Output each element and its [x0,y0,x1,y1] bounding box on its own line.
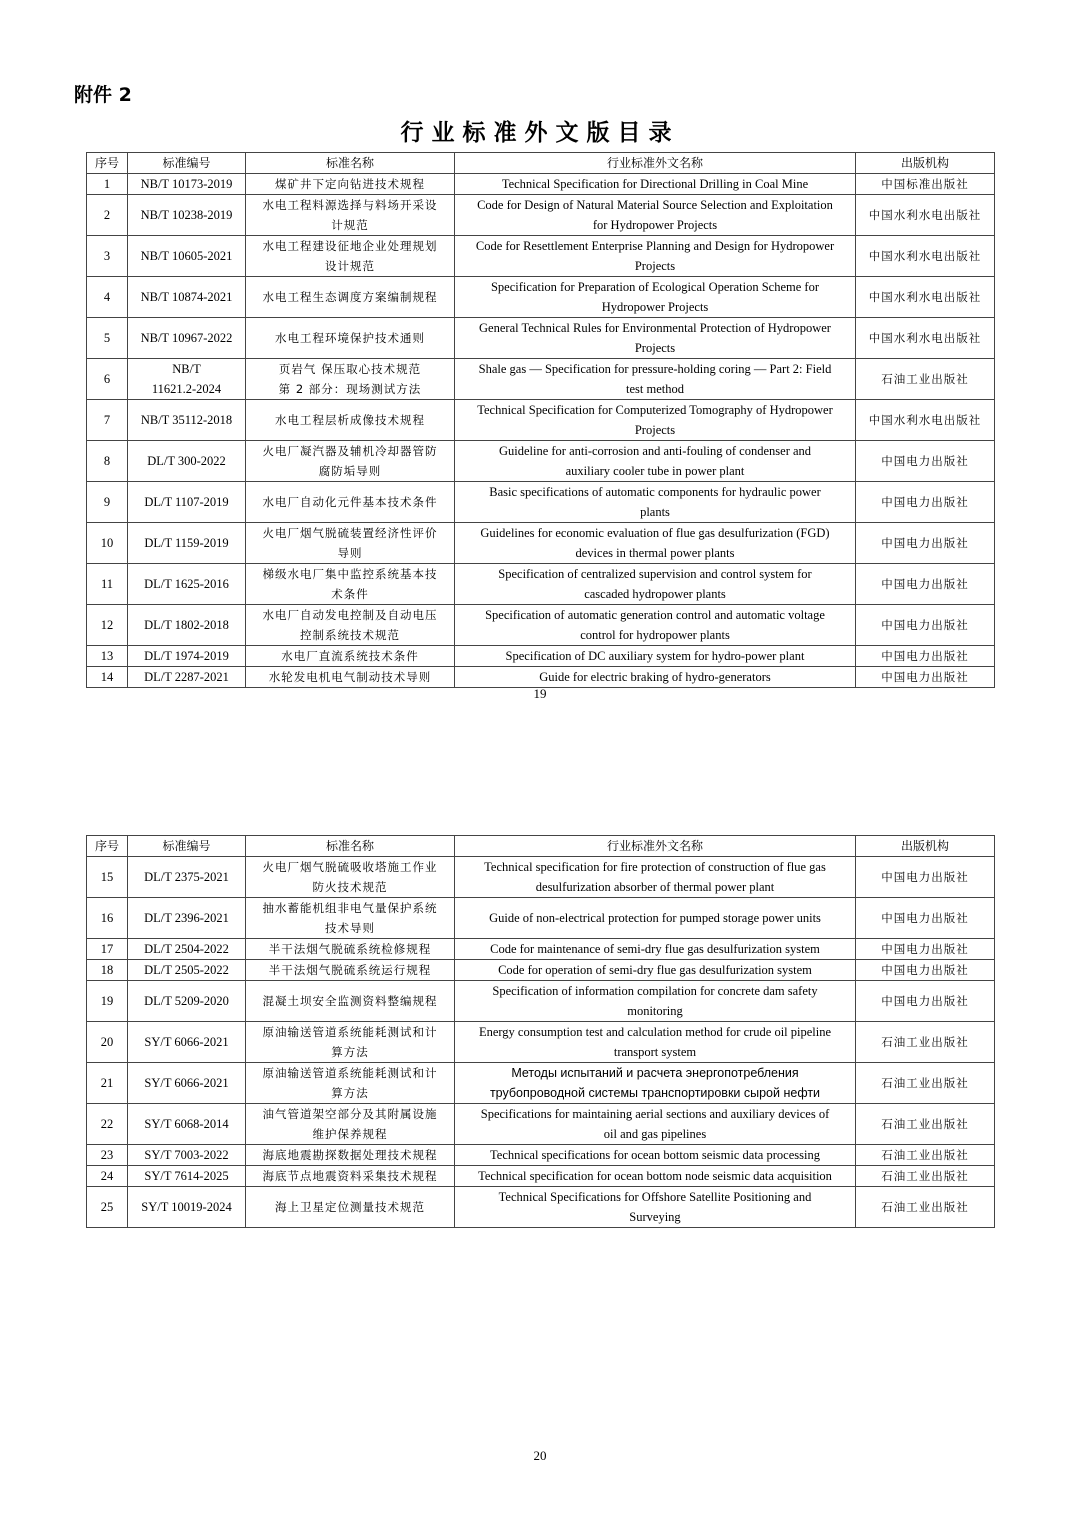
standard-name-cell [246,1166,455,1187]
foreign-name-cell [455,981,856,1022]
publisher-cell: 中国电力出版社 [856,857,995,898]
publisher-cell: 石油工业出版社 [856,359,995,400]
table-row [87,1145,995,1166]
standard-code-cell: DL/T 1107-2019 [128,482,246,523]
publisher-cell: 中国水利水电出版社 [856,400,995,441]
table-header-row [87,153,995,174]
foreign-name-cell [455,277,856,318]
header-publisher: 出版机构 [856,836,995,857]
foreign-name-cell-line: auxiliary cooler tube in power plant [565,464,745,478]
standard-name-cell-line: 术条件 [331,587,369,601]
table-row [87,898,995,939]
table-row [87,174,995,195]
standard-code-cell: SY/T 10019-2024 [128,1187,246,1228]
seq-cell: 3 [87,236,128,277]
standard-name-cell [246,1187,455,1228]
foreign-name-cell-line: Guide of non-electrical protection for pumped storage power units [489,911,821,925]
standard-name-cell-line: 水电工程环境保护技术通则 [275,331,425,345]
standard-code-cell: DL/T 2504-2022 [128,939,246,960]
standard-code-cell: SY/T 7003-2022 [128,1145,246,1166]
foreign-name-cell-line: Hydropower Projects [601,300,709,314]
standard-name-cell-line: 抽水蓄能机组非电气量保护系统 [262,901,438,915]
foreign-name-cell [455,174,856,195]
seq-cell: 2 [87,195,128,236]
publisher-cell: 石油工业出版社 [856,1166,995,1187]
standards-table-page-19 [86,152,995,688]
foreign-name-cell-line: Методы испытаний и расчета энергопотребления [511,1066,799,1080]
seq-cell: 23 [87,1145,128,1166]
foreign-name-cell-line: monitoring [627,1004,683,1018]
foreign-name-cell-line: plants [640,505,670,519]
publisher-cell: 中国标准出版社 [856,174,995,195]
foreign-name-cell-line: desulfurization absorber of thermal power plant [535,880,775,894]
standard-name-cell [246,1063,455,1104]
seq-cell: 10 [87,523,128,564]
standard-name-cell [246,898,455,939]
table-row [87,400,995,441]
standard-name-cell-line: 导则 [337,546,363,560]
seq-cell: 12 [87,605,128,646]
standard-name-cell-line: 计规范 [331,218,369,232]
table-row [87,1022,995,1063]
seq-cell: 5 [87,318,128,359]
foreign-name-cell-line: Guidelines for economic evaluation of flue gas desulfurization (FGD) [480,526,830,540]
foreign-name-cell [455,482,856,523]
standard-name-cell-line: 算方法 [331,1086,369,1100]
standard-name-cell [246,482,455,523]
standard-name-cell-line: 火电厂烟气脱硫吸收塔施工作业 [262,860,438,874]
standard-name-cell-line: 防火技术规范 [312,880,388,894]
standard-name-cell-line: 水电厂自动化元件基本技术条件 [262,495,438,509]
foreign-name-cell [455,318,856,359]
foreign-name-cell-line: Code for Resettlement Enterprise Planning and Design for Hydropower [475,239,835,253]
standard-code-cell: DL/T 2396-2021 [128,898,246,939]
table-row [87,441,995,482]
table-row [87,981,995,1022]
standard-name-cell [246,1145,455,1166]
foreign-name-cell-line: Technical specification for fire protection of construction of flue gas [484,860,826,874]
table-row [87,523,995,564]
standard-name-cell-line: 水电工程层析成像技术规程 [275,413,425,427]
standard-code-cell: SY/T 6066-2021 [128,1063,246,1104]
publisher-cell: 中国电力出版社 [856,939,995,960]
standard-name-cell-line: 维护保养规程 [312,1127,388,1141]
foreign-name-cell-line: devices in thermal power plants [575,546,735,560]
foreign-name-cell [455,1022,856,1063]
foreign-name-cell [455,605,856,646]
standard-name-cell [246,277,455,318]
foreign-name-cell-line: Shale gas — Specification for pressure-holding coring — Part 2: Field [478,362,832,376]
foreign-name-cell [455,564,856,605]
foreign-name-cell [455,898,856,939]
table-row [87,605,995,646]
standard-name-cell-line: 海底节点地震资料采集技术规程 [262,1169,438,1183]
publisher-cell: 中国水利水电出版社 [856,236,995,277]
standard-code-cell: NB/T 11621.2-2024 [128,359,246,400]
foreign-name-cell-line: General Technical Rules for Environmental Protection of Hydropower [479,321,831,335]
standard-name-cell-line: 梯级水电厂集中监控系统基本技 [262,567,438,581]
header-name: 标准名称 [246,836,455,857]
table-row [87,195,995,236]
header-foreign-name: 行业标准外文名称 [455,836,856,857]
standard-name-cell-line: 水电厂直流系统技术条件 [281,649,419,663]
standard-name-cell [246,359,455,400]
table-row [87,236,995,277]
header-foreign-name: 行业标准外文名称 [455,153,856,174]
standard-name-cell [246,1022,455,1063]
standard-name-cell-line: 页岩气 保压取心技术规范 [278,362,422,376]
standard-name-cell [246,195,455,236]
foreign-name-cell-line: Guide for electric braking of hydro-generators [539,670,771,684]
publisher-cell: 中国电力出版社 [856,981,995,1022]
standard-name-cell [246,523,455,564]
standard-name-cell-line: 水电工程建设征地企业处理规划 [262,239,438,253]
foreign-name-cell-line: transport system [613,1045,697,1059]
standard-code-cell: DL/T 1802-2018 [128,605,246,646]
publisher-cell: 石油工业出版社 [856,1063,995,1104]
foreign-name-cell-line: Technical Specification for Directional Drilling in Coal Mine [501,177,809,191]
standard-code-cell: NB/T 10605-2021 [128,236,246,277]
foreign-name-cell-line: Energy consumption test and calculation method for crude oil pipeline [478,1025,832,1039]
publisher-cell: 石油工业出版社 [856,1187,995,1228]
standard-code-cell: DL/T 300-2022 [128,441,246,482]
standard-code-cell: DL/T 2375-2021 [128,857,246,898]
header-name: 标准名称 [246,153,455,174]
seq-cell: 16 [87,898,128,939]
page-number: 19 [533,686,547,701]
foreign-name-cell [455,1063,856,1104]
table-row [87,646,995,667]
table-row [87,960,995,981]
table-row [87,1166,995,1187]
foreign-name-cell-line: Technical specification for ocean bottom node seismic data acquisition [478,1169,832,1183]
foreign-name-cell [455,1187,856,1228]
standard-name-cell [246,564,455,605]
foreign-name-cell [455,857,856,898]
foreign-name-cell [455,1104,856,1145]
table-row [87,359,995,400]
header-code: 标准编号 [128,153,246,174]
foreign-name-cell-line: Projects [634,341,676,355]
standard-name-cell-line: 腐防垢导则 [318,464,382,478]
foreign-name-cell-line: Code for Design of Natural Material Source Selection and Exploitation [477,198,833,212]
standard-code-cell: DL/T 5209-2020 [128,981,246,1022]
header-code: 标准编号 [128,836,246,857]
seq-cell: 17 [87,939,128,960]
seq-cell: 15 [87,857,128,898]
seq-cell: 1 [87,174,128,195]
header-publisher: 出版机构 [856,153,995,174]
standard-name-cell-line: 海底地震勘探数据处理技术规程 [262,1148,438,1162]
foreign-name-cell [455,1166,856,1187]
foreign-name-cell-line: Technical Specification for Computerized Tomography of Hydropower [477,403,833,417]
foreign-name-cell-line: Specification of information compilation for concrete dam safety [492,984,818,998]
foreign-name-cell-line: Code for maintenance of semi-dry flue gas desulfurization system [490,942,820,956]
standard-name-cell [246,981,455,1022]
standards-table-page-20 [86,835,995,1228]
seq-cell: 11 [87,564,128,605]
seq-cell: 24 [87,1166,128,1187]
standard-name-cell-line: 火电厂凝汽器及辅机冷却器管防 [262,444,438,458]
standard-name-cell [246,960,455,981]
foreign-name-cell [455,646,856,667]
foreign-name-cell-line: oil and gas pipelines [603,1127,707,1141]
foreign-name-cell-line: Technical specifications for ocean bottom seismic data processing [490,1148,820,1162]
publisher-cell: 石油工业出版社 [856,1104,995,1145]
foreign-name-cell-line: Specification of automatic generation control and automatic voltage [485,608,825,622]
standard-code-cell: SY/T 7614-2025 [128,1166,246,1187]
standard-name-cell-line: 设计规范 [325,259,375,273]
foreign-name-cell [455,441,856,482]
seq-cell: 9 [87,482,128,523]
standard-name-cell-line: 水电工程料源选择与料场开采设 [262,198,438,212]
publisher-cell: 中国水利水电出版社 [856,277,995,318]
standard-code-cell: DL/T 1159-2019 [128,523,246,564]
publisher-cell: 中国电力出版社 [856,523,995,564]
seq-cell: 6 [87,359,128,400]
seq-cell: 14 [87,667,128,688]
foreign-name-cell-line: Guideline for anti-corrosion and anti-fouling of condenser and [498,444,812,458]
foreign-name-cell-line: Technical Specifications for Offshore Satellite Positioning and [498,1190,812,1204]
foreign-name-cell-line: test method [626,382,684,396]
standard-name-cell [246,667,455,688]
table-row [87,1104,995,1145]
foreign-name-cell [455,523,856,564]
seq-cell: 21 [87,1063,128,1104]
publisher-cell: 中国电力出版社 [856,441,995,482]
standard-name-cell [246,441,455,482]
standard-name-cell-line: 半干法烟气脱硫系统检修规程 [268,942,432,956]
standard-name-cell [246,318,455,359]
publisher-cell: 中国电力出版社 [856,898,995,939]
table-row [87,1063,995,1104]
publisher-cell: 石油工业出版社 [856,1022,995,1063]
standard-name-cell-line: 半干法烟气脱硫系统运行规程 [268,963,432,977]
standard-name-cell-line: 海上卫星定位测量技术规范 [275,1200,425,1214]
table-row [87,277,995,318]
foreign-name-cell [455,400,856,441]
foreign-name-cell-line: трубопроводной системы транспортировки сырой нефти [489,1086,821,1100]
foreign-name-cell [455,667,856,688]
foreign-name-cell-line: Specification for Preparation of Ecological Operation Scheme for [490,280,819,294]
table-body [87,857,995,1228]
table-row [87,857,995,898]
standard-name-cell-line: 原油输送管道系统能耗测试和计 [262,1066,438,1080]
foreign-name-cell [455,939,856,960]
foreign-name-cell-line: Projects [634,259,676,273]
seq-cell: 4 [87,277,128,318]
foreign-name-cell-line: Specifications for maintaining aerial sections and auxiliary devices of [480,1107,830,1121]
foreign-name-cell [455,960,856,981]
seq-cell: 19 [87,981,128,1022]
publisher-cell: 中国电力出版社 [856,646,995,667]
seq-cell: 13 [87,646,128,667]
standard-name-cell [246,939,455,960]
standard-code-cell: NB/T 10173-2019 [128,174,246,195]
standard-name-cell-line: 水电工程生态调度方案编制规程 [262,290,438,304]
table-row [87,482,995,523]
standard-name-cell [246,236,455,277]
table-row [87,564,995,605]
foreign-name-cell-line: control for hydropower plants [580,628,730,642]
table-row [87,667,995,688]
header-seq: 序号 [87,836,128,857]
standard-name-cell-line: 控制系统技术规范 [300,628,400,642]
standard-code-cell: NB/T 35112-2018 [128,400,246,441]
publisher-cell: 中国水利水电出版社 [856,318,995,359]
document-title: 行业标准外文版目录 [400,120,680,146]
foreign-name-cell [455,359,856,400]
table-header-row [87,836,995,857]
publisher-cell: 中国电力出版社 [856,605,995,646]
standard-name-cell [246,400,455,441]
publisher-cell: 中国水利水电出版社 [856,195,995,236]
foreign-name-cell-line: Specification of centralized supervision and control system for [498,567,812,581]
foreign-name-cell-line: Basic specifications of automatic components for hydraulic power [489,485,821,499]
standard-name-cell [246,174,455,195]
table-row [87,1187,995,1228]
seq-cell: 8 [87,441,128,482]
publisher-cell: 中国电力出版社 [856,960,995,981]
foreign-name-cell-line: Specification of DC auxiliary system for hydro-power plant [505,649,805,663]
foreign-name-cell [455,236,856,277]
publisher-cell: 中国电力出版社 [856,667,995,688]
table-row [87,318,995,359]
standard-name-cell [246,605,455,646]
publisher-cell: 石油工业出版社 [856,1145,995,1166]
standard-code-cell: DL/T 1625-2016 [128,564,246,605]
seq-cell: 18 [87,960,128,981]
standard-code-cell: SY/T 6066-2021 [128,1022,246,1063]
seq-cell: 25 [87,1187,128,1228]
attachment-label: 附件 2 [74,84,132,106]
standard-code-cell: SY/T 6068-2014 [128,1104,246,1145]
foreign-name-cell-line: Code for operation of semi-dry flue gas desulfurization system [498,963,812,977]
standard-code-cell: NB/T 10238-2019 [128,195,246,236]
standard-name-cell-line: 第 2 部分：现场测试方法 [278,382,422,396]
standard-name-cell [246,646,455,667]
standard-name-cell-line: 煤矿井下定向钻进技术规程 [275,177,425,191]
publisher-cell: 中国电力出版社 [856,564,995,605]
foreign-name-cell-line: Projects [634,423,676,437]
table-body [87,174,995,688]
standard-name-cell-line: 原油输送管道系统能耗测试和计 [262,1025,438,1039]
standard-name-cell-line: 火电厂烟气脱硫装置经济性评价 [262,526,438,540]
page-number: 20 [533,1448,547,1463]
seq-cell: 20 [87,1022,128,1063]
standard-name-cell-line: 水轮发电机电气制动技术导则 [268,670,432,684]
standard-code-cell: DL/T 2287-2021 [128,667,246,688]
foreign-name-cell [455,1145,856,1166]
standard-code-cell: NB/T 10874-2021 [128,277,246,318]
foreign-name-cell-line: Surveying [629,1210,681,1224]
foreign-name-cell-line: cascaded hydropower plants [584,587,726,601]
standard-code-cell: DL/T 2505-2022 [128,960,246,981]
standard-code-cell: NB/T 10967-2022 [128,318,246,359]
standard-name-cell [246,1104,455,1145]
standard-name-cell-line: 技术导则 [325,921,375,935]
standard-name-cell [246,857,455,898]
standard-name-cell-line: 算方法 [331,1045,369,1059]
seq-cell: 22 [87,1104,128,1145]
standard-name-cell-line: 混凝土坝安全监测资料整编规程 [262,994,438,1008]
foreign-name-cell [455,195,856,236]
header-seq: 序号 [87,153,128,174]
foreign-name-cell-line: for Hydropower Projects [592,218,718,232]
standard-name-cell-line: 油气管道架空部分及其附属设施 [262,1107,438,1121]
standard-code-cell: DL/T 1974-2019 [128,646,246,667]
publisher-cell: 中国电力出版社 [856,482,995,523]
standard-name-cell-line: 水电厂自动发电控制及自动电压 [262,608,438,622]
table-row [87,939,995,960]
seq-cell: 7 [87,400,128,441]
